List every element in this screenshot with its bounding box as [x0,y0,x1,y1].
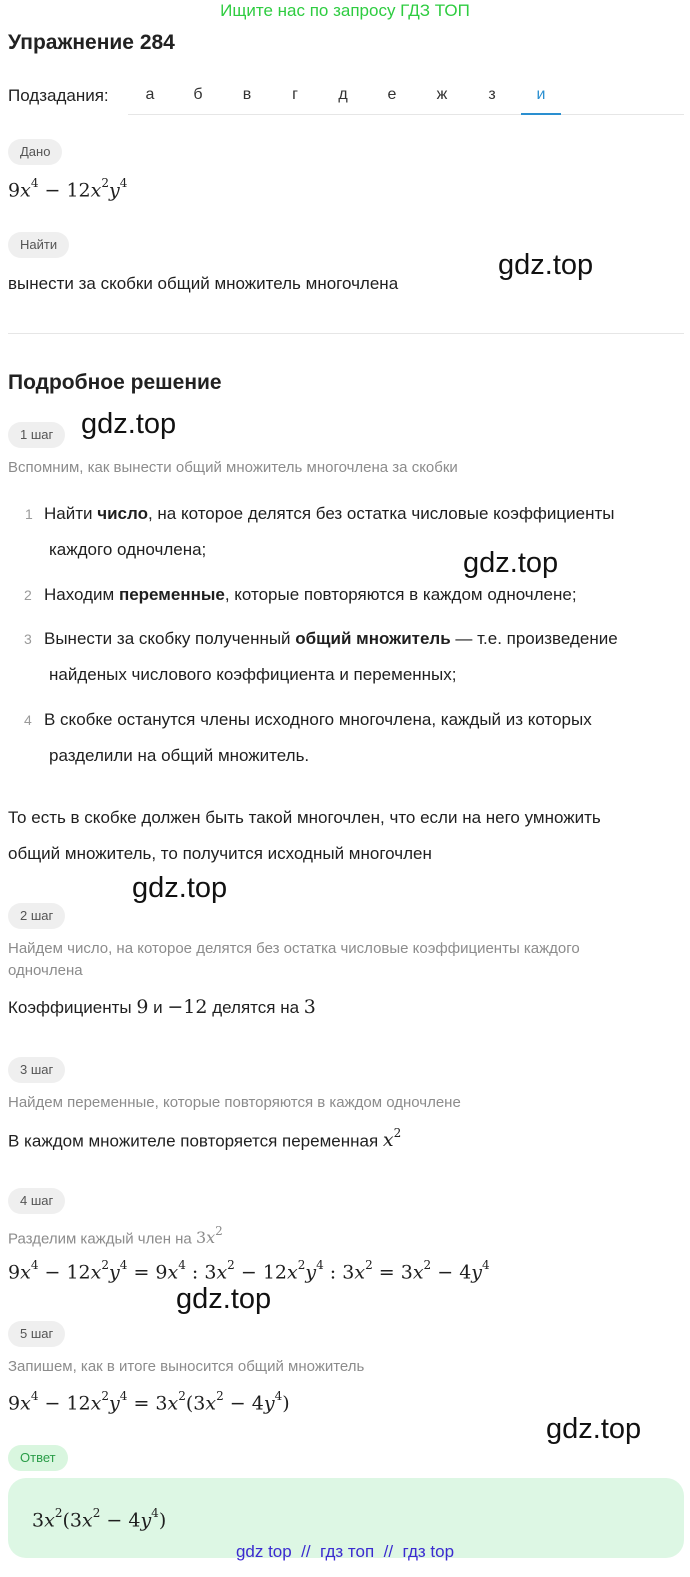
given-badge: Дано [8,139,62,165]
watermark: gdz.top [546,1413,642,1445]
step-3-text: В каждом множителе повторяется переменная $x^2$ [8,1126,402,1152]
step-5-caption: Запишем, как в итоге выносится общий множитель [8,1358,365,1375]
list-item-continuation: разделили на общий множитель. [49,746,310,765]
answer-badge: Ответ [8,1445,68,1471]
list-item-number: 2 [24,587,32,603]
step-1-note-line2: общий множитель, то получится исходный многочлен [8,844,432,863]
step-1-badge: 1 шаг [8,422,65,448]
divider [8,333,684,334]
step-5-expression: $9x^4 - 12x^2y^4 = 3x^2(3x^2 - 4y^4)$ [8,1389,290,1415]
list-item-continuation: найденых числового коэффициента и переменных; [49,665,457,684]
step-2-badge: 2 шаг [8,903,65,929]
given-expression: $9x^4 - 12x^2y^4$ [8,176,128,202]
list-item-number: 3 [24,631,32,647]
watermark: gdz.top [176,1283,272,1315]
find-text: вынести за скобки общий множитель многочлена [8,274,399,293]
promo-banner[interactable]: Ищите нас по запросу ГДЗ ТОП [220,1,470,20]
subtask-tab-zh[interactable]: ж [436,86,448,103]
step-3-caption: Найдем переменные, которые повторяются в каждом одночлене [8,1094,461,1111]
subtask-tab-b[interactable]: б [193,86,203,103]
subtask-tabs [128,78,684,115]
step-4-caption: Разделим каждый член на $3x^2$ [8,1224,223,1248]
watermark: gdz.top [463,547,559,579]
subtasks-label: Подзадания: [8,86,109,105]
subtask-tab-i[interactable]: и [521,78,561,115]
list-item-number: 4 [24,712,32,728]
subtask-tab-d[interactable]: д [338,86,348,103]
step-4-expression: $9x^4 - 12x^2y^4 = 9x^4$ : $3x^2 - 12x^2y^4$ : $3x^2 = 3x^2 - 4y^4$ [8,1258,490,1284]
list-item: В скобке останутся члены исходного многочлена, каждый из которых [44,710,592,729]
subtask-tab-a[interactable]: а [145,86,155,103]
list-item: Находим переменные, которые повторяются в каждом одночлене; [44,585,577,604]
answer-expression: $3x^2(3x^2 - 4y^4)$ [32,1506,167,1532]
watermark: gdz.top [498,249,594,281]
watermark: gdz.top [81,408,177,440]
step-3-variable: $x^2$ [382,1126,402,1152]
step-2-caption-line2: одночлена [8,962,83,979]
find-badge: Найти [8,232,69,258]
step-2-text: Коэффициенты 9 и −12 делятся на 3 [8,996,316,1018]
list-item-number: 1 [25,506,33,522]
list-item: Вынести за скобку полученный общий множитель — т.е. произведение [44,629,618,648]
subtask-tab-g[interactable]: г [292,86,298,103]
step-3-badge: 3 шаг [8,1057,65,1083]
step-2-caption: Найдем число, на которое делятся без остатка числовые коэффициенты каждого [8,940,580,957]
subtask-tab-v[interactable]: в [242,86,252,103]
footer-links[interactable]: gdz top // гдз топ // гдз top [235,1542,455,1561]
subtask-tab-e[interactable]: е [387,86,397,103]
step-1-note: То есть в скобке должен быть такой многочлен, что если на него умножить [8,808,601,827]
step-1-caption: Вспомним, как вынести общий множитель многочлена за скобки [8,459,458,476]
step-5-badge: 5 шаг [8,1321,65,1347]
step-4-divisor: $3x^2$ [195,1224,223,1248]
list-item: Найти число, на которое делятся без остатка числовые коэффициенты [44,504,615,523]
watermark: gdz.top [132,872,228,904]
list-item-continuation: каждого одночлена; [49,540,207,559]
page-title: Упражнение 284 [8,31,175,54]
solution-heading: Подробное решение [8,371,222,394]
step-4-badge: 4 шаг [8,1188,65,1214]
subtask-tab-z[interactable]: з [488,86,496,103]
